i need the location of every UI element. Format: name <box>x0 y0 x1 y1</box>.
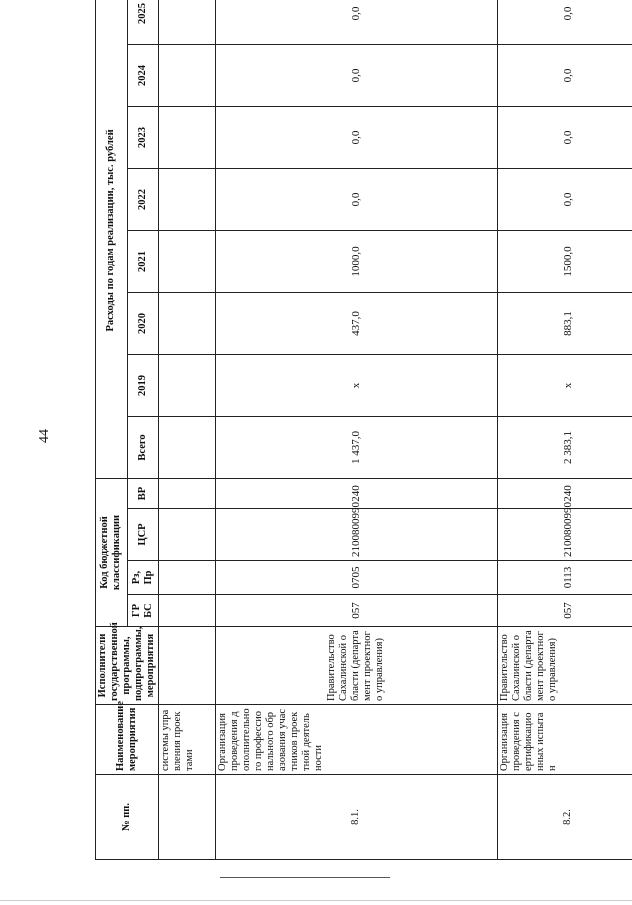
row-value: x <box>497 354 632 416</box>
row-vr: 240 <box>215 478 497 508</box>
row-value <box>159 354 215 416</box>
row-grbs: 057 <box>215 595 497 627</box>
row-num <box>159 775 215 860</box>
rotated-table-wrapper <box>95 2 630 860</box>
expenses-table <box>95 0 632 860</box>
row-grbs: 057 <box>497 595 632 627</box>
header-year: 2022 <box>127 168 159 230</box>
row-name: системы управления проектами <box>159 705 215 775</box>
row-value: 1000,0 <box>215 230 497 292</box>
row-csr <box>159 509 215 561</box>
header-year: 2020 <box>127 292 159 354</box>
row-value: 883,1 <box>497 292 632 354</box>
row-name: Организация проведения дополнительного профессионального образования участников проектной деятельности <box>215 705 497 775</box>
header-total: Всего <box>127 416 159 478</box>
row-value: 0,0 <box>215 0 497 44</box>
row-rzpr: 0705 <box>215 561 497 595</box>
header-year: 2025 <box>127 0 159 44</box>
table-row <box>497 0 632 860</box>
row-grbs <box>159 595 215 627</box>
row-value: 0,0 <box>497 106 632 168</box>
row-executor: Правительство Сахалинской области (департамент проектного управления) <box>497 627 632 705</box>
row-value: 0,0 <box>215 44 497 106</box>
row-vr <box>159 478 215 508</box>
row-value: 0,0 <box>497 44 632 106</box>
table-row <box>215 0 497 860</box>
row-total: 2 383,1 <box>497 416 632 478</box>
row-value: 437,0 <box>215 292 497 354</box>
row-num: 8.2. <box>497 775 632 860</box>
row-value <box>159 168 215 230</box>
row-value: 0,0 <box>497 0 632 44</box>
row-vr: 240 <box>497 478 632 508</box>
row-csr: 2100800990 <box>497 509 632 561</box>
row-name: Организация проведения сертификационных испытан <box>497 705 632 775</box>
row-csr: 2100800990 <box>215 509 497 561</box>
header-csr: ЦСР <box>127 509 159 561</box>
table-row <box>159 0 215 860</box>
row-rzpr <box>159 561 215 595</box>
row-value: 0,0 <box>215 106 497 168</box>
row-total <box>159 416 215 478</box>
header-num: № пп. <box>96 775 159 860</box>
header-name: Наименование мероприятия <box>96 705 159 775</box>
header-year: 2019 <box>127 354 159 416</box>
row-value: 0,0 <box>497 168 632 230</box>
page-number: 44 <box>37 429 52 443</box>
row-total: 1 437,0 <box>215 416 497 478</box>
header-grbs: ГР БС <box>127 595 159 627</box>
row-value <box>159 44 215 106</box>
row-value <box>159 230 215 292</box>
header-year: 2021 <box>127 230 159 292</box>
footer-rule <box>220 877 390 878</box>
row-value: 1500,0 <box>497 230 632 292</box>
row-value <box>159 0 215 44</box>
header-vr: ВР <box>127 478 159 508</box>
row-rzpr: 0113 <box>497 561 632 595</box>
header-year: 2023 <box>127 106 159 168</box>
header-expenses: Расходы по годам реализации, тыс. рублей <box>96 0 128 478</box>
page-bottom-edge <box>0 900 632 901</box>
row-num: 8.1. <box>215 775 497 860</box>
row-value <box>159 106 215 168</box>
header-year: 2024 <box>127 44 159 106</box>
header-executor: Исполнители государственной программы, подпрограммы, мероприятия <box>96 627 159 705</box>
row-value: 0,0 <box>215 168 497 230</box>
header-rzpr: Рз, Пр <box>127 561 159 595</box>
row-value <box>159 292 215 354</box>
row-value: x <box>215 354 497 416</box>
header-kbk: Код бюджетной классификации <box>96 478 128 626</box>
row-executor <box>159 627 215 705</box>
row-executor: Правительство Сахалинской области (департамент проектного управления) <box>215 627 497 705</box>
